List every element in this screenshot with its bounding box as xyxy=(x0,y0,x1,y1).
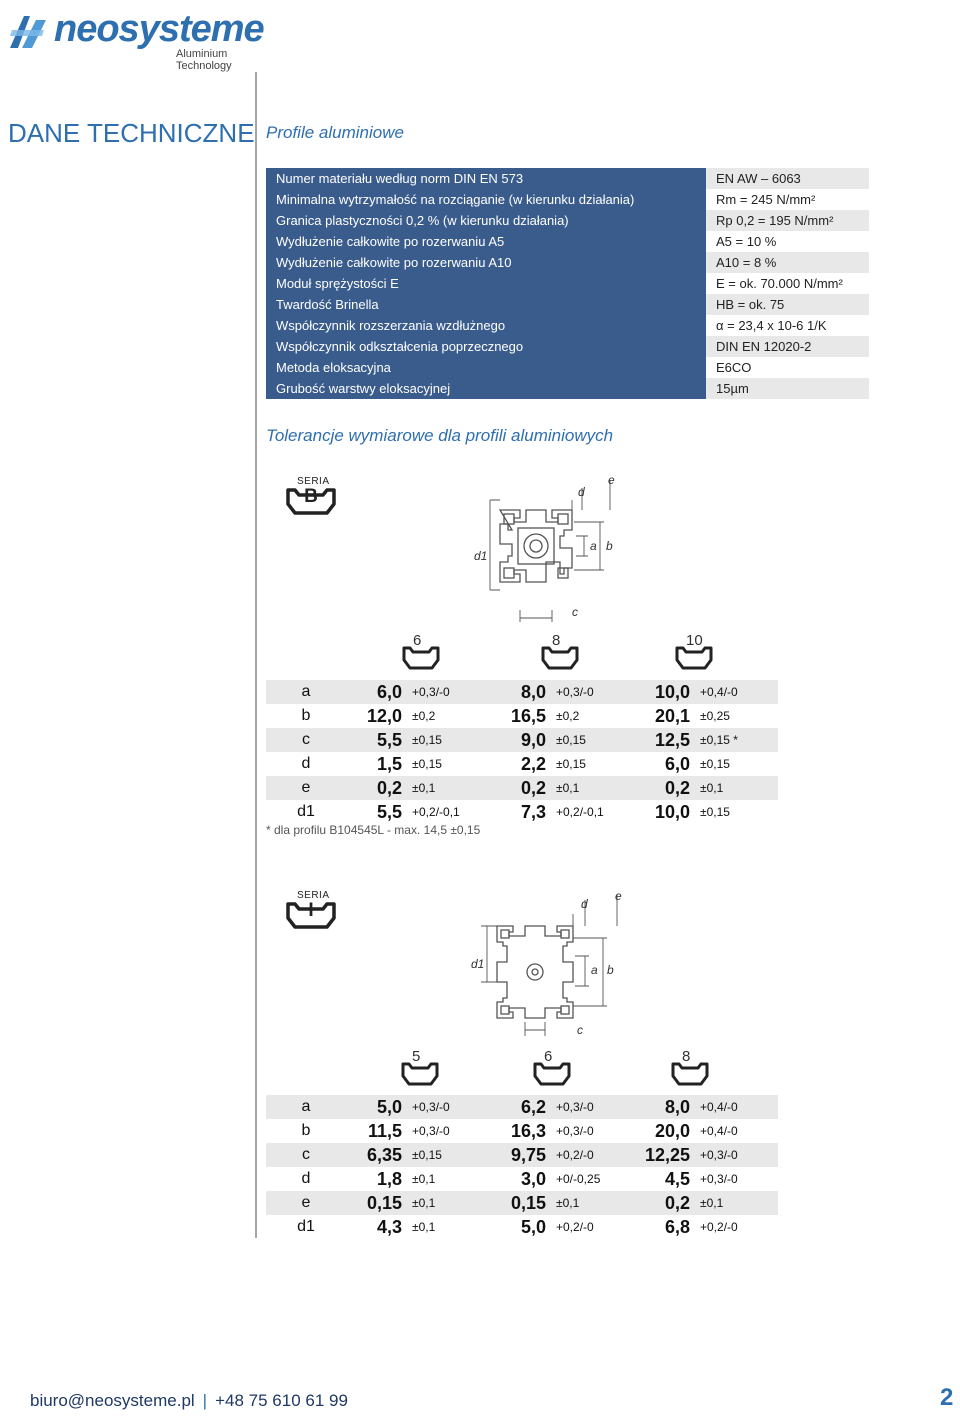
property-value: Rp 0,2 = 195 N/mm² xyxy=(706,210,869,231)
property-row xyxy=(266,294,869,315)
size-label: 8 xyxy=(682,1048,691,1065)
nominal-value: 4,5 xyxy=(664,1168,690,1189)
tolerance-value: +0,2/-0 xyxy=(552,1143,634,1167)
nominal-value: 10,0 xyxy=(634,680,696,704)
property-value: A5 = 10 % xyxy=(706,231,869,252)
series-letter: I xyxy=(308,900,314,921)
nominal-value: 9,0 xyxy=(490,728,552,752)
property-value: EN AW – 6063 xyxy=(706,168,869,189)
slot-profile-icon xyxy=(540,642,580,672)
nominal-value: 6,8 xyxy=(664,1216,690,1237)
dim-label-d1: d1 xyxy=(474,549,488,563)
dim-label-d: d xyxy=(578,485,585,499)
slot-profile-icon xyxy=(401,642,441,672)
tolerance-row xyxy=(266,776,778,800)
property-value: 15µm xyxy=(706,378,869,399)
dimension-label: b xyxy=(301,1122,311,1139)
tolerance-title: Tolerancje wymiarowe dla profili aluminiowych xyxy=(266,426,614,445)
tolerance-row xyxy=(266,1119,778,1143)
property-value: E6CO xyxy=(706,357,869,378)
tolerance-value: ±0,2 xyxy=(556,709,580,723)
profile-b-drawing xyxy=(460,470,640,630)
property-value: α = 23,4 x 10-6 1/K xyxy=(706,315,869,336)
nominal-value: 12,25 xyxy=(634,1143,696,1167)
nominal-value: 2,2 xyxy=(520,753,546,774)
tolerance-row xyxy=(266,1143,778,1167)
property-value: HB = ok. 75 xyxy=(706,294,869,315)
property-label: Wydłużenie całkowite po rozerwaniu A5 xyxy=(266,231,706,252)
nominal-value: 4,3 xyxy=(376,1216,402,1237)
vertical-divider xyxy=(255,72,257,1238)
slot-profile-icon xyxy=(532,1058,572,1088)
nominal-value: 0,15 xyxy=(490,1191,552,1215)
tolerance-value: ±0,1 xyxy=(412,1220,436,1234)
tolerance-value: ±0,1 xyxy=(552,776,634,800)
tolerance-value: +0/-0,25 xyxy=(556,1172,601,1186)
property-label: Moduł sprężystości E xyxy=(266,273,706,294)
tolerance-value: ±0,1 xyxy=(696,1191,778,1215)
tolerance-value: ±0,15 * xyxy=(696,728,778,752)
property-label: Grubość warstwy eloksacyjnej xyxy=(266,378,706,399)
nominal-value: 6,35 xyxy=(346,1143,408,1167)
property-row xyxy=(266,336,869,357)
tolerance-value: +0,2/-0 xyxy=(556,1220,594,1234)
dimension-label: d xyxy=(301,1170,311,1187)
dimension-label: a xyxy=(266,680,346,704)
nominal-value: 0,15 xyxy=(346,1191,408,1215)
property-label: Współczynnik odkształcenia poprzecznego xyxy=(266,336,706,357)
size-label: 8 xyxy=(552,632,561,649)
property-value: DIN EN 12020-2 xyxy=(706,336,869,357)
tolerance-value: +0,3/-0 xyxy=(696,1143,778,1167)
dim-label-c: c xyxy=(577,1023,583,1037)
property-row xyxy=(266,357,869,378)
series-b-badge xyxy=(285,476,345,528)
page-number: 2 xyxy=(940,1384,954,1411)
tolerance-value: ±0,15 xyxy=(552,728,634,752)
tolerance-value: +0,3/-0 xyxy=(556,1124,594,1138)
dimension-label: c xyxy=(266,728,346,752)
tolerance-value: +0,3/-0 xyxy=(552,680,634,704)
dim-label-a: a xyxy=(591,963,598,977)
tolerance-value: +0,3/-0 xyxy=(412,1124,450,1138)
nominal-value: 6,2 xyxy=(490,1095,552,1119)
nominal-value: 12,0 xyxy=(366,705,402,726)
property-label: Wydłużenie całkowite po rozerwaniu A10 xyxy=(266,252,706,273)
dimension-label: e xyxy=(266,776,346,800)
dim-label-e: e xyxy=(615,889,622,903)
dimension-label: b xyxy=(301,707,311,724)
dim-label-d1: d1 xyxy=(471,957,485,971)
property-row xyxy=(266,210,869,231)
nominal-value: 7,3 xyxy=(520,801,546,822)
tolerance-value: ±0,1 xyxy=(552,1191,634,1215)
dim-label-d: d xyxy=(581,897,588,911)
tolerance-value: +0,3/-0 xyxy=(408,680,490,704)
tolerance-value: +0,3/-0 xyxy=(408,1095,490,1119)
nominal-value: 6,0 xyxy=(664,753,690,774)
nominal-value: 8,0 xyxy=(490,680,552,704)
nominal-value: 16,5 xyxy=(510,705,546,726)
nominal-value: 0,2 xyxy=(634,1191,696,1215)
dimension-label: d1 xyxy=(297,1218,315,1235)
tolerance-row xyxy=(266,1215,778,1239)
tolerance-value: +0,4/-0 xyxy=(700,1124,738,1138)
property-row xyxy=(266,378,869,399)
property-value: A10 = 8 % xyxy=(706,252,869,273)
tolerance-value: ±0,2 xyxy=(412,709,436,723)
brand-tagline: Aluminium Technology xyxy=(176,48,232,72)
size-icon-i-3 xyxy=(670,1048,714,1088)
dimension-label: c xyxy=(266,1143,346,1167)
footnote: * dla profilu B104545L - max. 14,5 ±0,15 xyxy=(266,823,481,837)
property-row xyxy=(266,231,869,252)
footer-email[interactable]: biuro@neosysteme.pl xyxy=(30,1391,195,1410)
tolerance-row xyxy=(266,752,778,776)
tolerance-value: ±0,15 xyxy=(700,805,730,819)
size-icon-b-3 xyxy=(674,632,718,672)
tolerance-row xyxy=(266,1167,778,1191)
tolerance-value: ±0,1 xyxy=(408,1191,490,1215)
nominal-value: 20,0 xyxy=(654,1120,690,1141)
tolerance-value: ±0,15 xyxy=(408,728,490,752)
series-label: SERIA xyxy=(297,476,330,487)
dim-label-b: b xyxy=(606,539,613,553)
tolerance-table-b xyxy=(266,680,778,824)
property-label: Numer materiału według norm DIN EN 573 xyxy=(266,168,706,189)
size-label: 6 xyxy=(413,632,422,649)
nominal-value: 12,5 xyxy=(634,728,696,752)
series-letter: B xyxy=(304,486,318,507)
nominal-value: 9,75 xyxy=(490,1143,552,1167)
section-title: DANE TECHNICZNE xyxy=(8,118,255,148)
slot-profile-icon xyxy=(674,642,714,672)
nominal-value: 1,5 xyxy=(376,753,402,774)
brand-logo xyxy=(6,8,276,72)
series-label: SERIA xyxy=(297,890,330,901)
footer-phone: +48 75 610 61 99 xyxy=(215,1391,348,1410)
nominal-value: 8,0 xyxy=(634,1095,696,1119)
material-properties-table xyxy=(266,168,869,399)
nominal-value: 5,5 xyxy=(346,728,408,752)
nominal-value: 3,0 xyxy=(520,1168,546,1189)
nominal-value: 1,8 xyxy=(376,1168,402,1189)
slot-profile-icon xyxy=(400,1058,440,1088)
brand-name: neosysteme xyxy=(54,8,264,50)
size-icon-b-2 xyxy=(540,632,584,672)
size-icon-i-2 xyxy=(532,1048,576,1088)
tolerance-row xyxy=(266,1191,778,1215)
tolerance-value: +0,3/-0 xyxy=(552,1095,634,1119)
property-row xyxy=(266,168,869,189)
tolerance-value: +0,2/-0 xyxy=(700,1220,738,1234)
tolerance-value: +0,2/-0,1 xyxy=(412,805,460,819)
tolerance-row xyxy=(266,680,778,704)
nominal-value: 0,2 xyxy=(490,776,552,800)
nominal-value: 0,2 xyxy=(346,776,408,800)
property-label: Minimalna wytrzymałość na rozciąganie (w kierunku działania) xyxy=(266,189,706,210)
tolerance-value: +0,4/-0 xyxy=(696,680,778,704)
dim-label-b: b xyxy=(607,963,614,977)
profile-i-drawing xyxy=(455,886,635,1046)
tolerance-row xyxy=(266,1095,778,1119)
nominal-value: 16,3 xyxy=(510,1120,546,1141)
size-icon-i-1 xyxy=(400,1048,444,1088)
dimension-label: a xyxy=(266,1095,346,1119)
tolerance-value: +0,4/-0 xyxy=(696,1095,778,1119)
size-label: 5 xyxy=(412,1048,421,1065)
tolerance-row xyxy=(266,728,778,752)
footer-contact xyxy=(30,1391,348,1411)
tolerance-row xyxy=(266,704,778,728)
property-value: Rm = 245 N/mm² xyxy=(706,189,869,210)
subtitle: Profile aluminiowe xyxy=(266,123,404,142)
tolerance-row xyxy=(266,800,778,824)
nominal-value: 11,5 xyxy=(367,1120,402,1141)
nominal-value: 5,5 xyxy=(376,801,402,822)
dimension-label: d xyxy=(301,755,311,772)
tolerance-value: ±0,1 xyxy=(412,1172,436,1186)
nominal-value: 0,2 xyxy=(634,776,696,800)
nominal-value: 6,0 xyxy=(346,680,408,704)
property-label: Metoda eloksacyjna xyxy=(266,357,706,378)
dim-label-a: a xyxy=(590,539,597,553)
property-row xyxy=(266,189,869,210)
tolerance-table-i xyxy=(266,1095,778,1239)
dimension-label: e xyxy=(266,1191,346,1215)
size-label: 6 xyxy=(544,1048,553,1065)
size-icon-b-1 xyxy=(401,632,445,672)
property-row xyxy=(266,315,869,336)
size-label: 10 xyxy=(686,632,703,649)
nominal-value: 20,1 xyxy=(654,705,690,726)
dim-label-c: c xyxy=(572,605,578,619)
tolerance-value: ±0,15 xyxy=(700,757,730,771)
tolerance-value: ±0,15 xyxy=(556,757,586,771)
logo-mark-icon xyxy=(6,10,50,54)
series-i-badge xyxy=(285,890,345,942)
nominal-value: 5,0 xyxy=(520,1216,546,1237)
dim-label-e: e xyxy=(608,473,615,487)
property-label: Współczynnik rozszerzania wzdłużnego xyxy=(266,315,706,336)
tolerance-value: ±0,15 xyxy=(408,1143,490,1167)
tolerance-value: ±0,25 xyxy=(700,709,730,723)
tolerance-value: +0,2/-0,1 xyxy=(556,805,604,819)
tolerance-value: ±0,1 xyxy=(696,776,778,800)
slot-profile-icon xyxy=(670,1058,710,1088)
nominal-value: 10,0 xyxy=(654,801,690,822)
property-row xyxy=(266,252,869,273)
dimension-label: d1 xyxy=(297,803,315,820)
property-label: Twardość Brinella xyxy=(266,294,706,315)
property-row xyxy=(266,273,869,294)
footer-separator: | xyxy=(202,1391,208,1410)
tolerance-value: +0,3/-0 xyxy=(700,1172,738,1186)
tolerance-value: ±0,1 xyxy=(408,776,490,800)
nominal-value: 5,0 xyxy=(346,1095,408,1119)
tolerance-value: ±0,15 xyxy=(412,757,442,771)
property-value: E = ok. 70.000 N/mm² xyxy=(706,273,869,294)
property-label: Granica plastyczności 0,2 % (w kierunku działania) xyxy=(266,210,706,231)
